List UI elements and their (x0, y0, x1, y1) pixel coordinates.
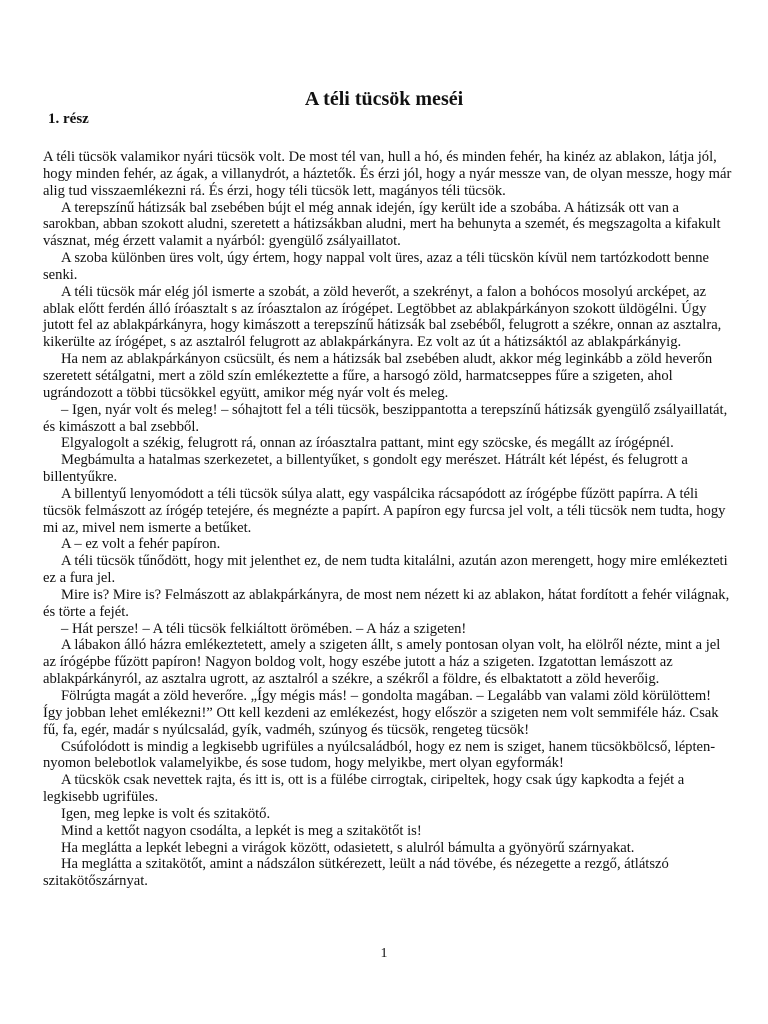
paragraph: Ha nem az ablakpárkányon csücsült, és nem a hátizsák bal zsebében aludt, akkor még leginkább a zöld heverőn szeretett sétálgatni, mert a zöld szín emlékeztette a fűre, a harsogó zöld, harmatcseppes fűre a szigeten, ahol ugrándozott a többi tücsökkel együtt, amikor még nyár volt és meleg. (43, 351, 713, 401)
paragraph: Fölrúgta magát a zöld heverőre. „Így mégis más! – gondolta magában. – Legalább van valami zöld körülöttem! Így jobban lehet emlékezni!” Ott kell kezdeni az emlékezést, hogy először a szigeten nem volt semmiféle ház. Csak fű, fa, egér, madár s nyúlcsalád, gyík, vadméh, szúnyog és tücsök, rengeteg tücsök! (43, 688, 719, 738)
paragraph: A tücskök csak nevettek rajta, és itt is, ott is a fülébe cirrogtak, ciripeltek, hogy csak úgy kapkodta a fejét a legkisebb ugrifüles. (43, 772, 685, 806)
paragraph: A lábakon álló házra emlékeztetett, amely a szigeten állt, s amely pontosan olyan volt, ha elölről nézte, mint a jel az írógépbe fűzött papíron! Nagyon boldog volt, hogy eszébe jutott a ház a szigeten. Izgatottan lemászott az ablakpárkányról, az asztalra ugrott, az asztalról a székre, a székről a földre, és elbaktatott a zöld heverőig. (43, 637, 721, 688)
paragraph: A – ez volt a fehér papíron. (61, 536, 221, 553)
paragraph: Ha meglátta a lepkét lebegni a virágok között, odasietett, s alulról bámulta a gyönyörű szárnyakat. (61, 839, 635, 856)
paragraph: Csúfolódott is mindig a legkisebb ugrifüles a nyúlcsaládból, hogy ez nem is sziget, hanem tücsökbölcső, lépten-nyomon belebotlok valamelyikbe, és sose tudom, hogy melyikbe, mert olyan egyformák! (43, 738, 716, 772)
paragraph: Igen, meg lepke is volt és szitakötő. (61, 805, 271, 822)
paragraph: Elgyalogolt a székig, felugrott rá, onnan az íróasztalra pattant, mint egy szöcske, és megállt az írógépnél. (61, 435, 674, 452)
paragraph: A téli tücsök valamikor nyári tücsök volt. De most tél van, hull a hó, és minden fehér, ha kinéz az ablakon, látja jól, hogy minden fehér, az ágak, a villanydrót, a háztetők. És érzi jól, hogy a nyár messze van, de olyan messze, hogy már alig tud visszaemlékezni rá. És érzi, hogy téli tücsök lett, magányos téli tücsök. (43, 149, 732, 199)
paragraph: – Igen, nyár volt és meleg! – sóhajtott fel a téli tücsök, beszippantotta a terepszínű hátizsák gyengülő zsályaillatát, és kimászott a bal zsebből. (43, 401, 728, 435)
paragraph: A billentyű lenyomódott a téli tücsök súlya alatt, egy vaspálcika rácsapódott az írógépbe fűzött papírra. A téli tücsök felmászott az írógép tetejére, és megnézte a papírt. A papíron egy furcsa jel volt, a téli tücsök nem tudta, hogy mi az, mivel nem ismerte a betűket. (43, 485, 726, 536)
paragraph: Ha meglátta a szitakötőt, amint a nádszálon sütkérezett, leült a nád tövébe, és nézegette a rezgő, átlátszó szitakötőszárnyat. (43, 856, 669, 890)
paragraph: A terepszínű hátizsák bal zsebében bújt el még annak idején, így került ide a szobába. A hátizsák ott van a sarokban, abban szokott aludni, szeretett a hátizsákban aludni, mert ha behunyta a szemét, és megszagolta a kifakult vásznat, még érzett valamit a nyárból: gyengülő zsályaillatot. (43, 199, 721, 250)
paragraph: Mind a kettőt nagyon csodálta, a lepkét is meg a szitakötőt is! (61, 822, 422, 839)
body-text (43, 149, 733, 890)
chapter-heading: 1. rész (48, 111, 89, 127)
paragraph: – Hát persze! – A téli tücsök felkiáltott örömében. – A ház a szigeten! (61, 620, 467, 637)
paragraph: Megbámulta a hatalmas szerkezetet, a billentyűket, s gondolt egy merészet. Hátrált két lépést, és felugrott a billentyűkre. (43, 452, 688, 486)
paragraph: Mire is? Mire is? Felmászott az ablakpárkányra, de most nem nézett ki az ablakon, hátat fordított a fehér világnak, és törte a fejét. (43, 586, 730, 620)
paragraph: A szoba különben üres volt, úgy értem, hogy nappal volt üres, azaz a téli tücskön kívül nem tartózkodott benne senki. (43, 250, 710, 283)
paragraph: A téli tücsök tűnődött, hogy mit jelenthet ez, de nem tudta kitalálni, azután azon merengett, hogy mire emlékezteti ez a fura jel. (43, 553, 728, 587)
page-number: 1 (380, 946, 388, 961)
document-title: A téli tücsök meséi (304, 88, 464, 110)
paragraph: A téli tücsök már elég jól ismerte a szobát, a zöld heverőt, a szekrényt, a falon a bohócos mosolyú arcképet, az ablak előtt ferdén álló íróasztalt s az íróasztalon az írógépet. Legtöbbet az ablakpárkányon szokott üldögélni. Úgy jutott fel az ablakpárkányra, hogy kimászott a terepszínű hátizsák bal zsebéből, felugrott a székre, onnan az asztalra, kikerülte az írógépet, s az asztalról felugrott az ablakpárkányra. Ez volt az út a hátizsáktól az ablakpárkányig. (43, 283, 722, 351)
